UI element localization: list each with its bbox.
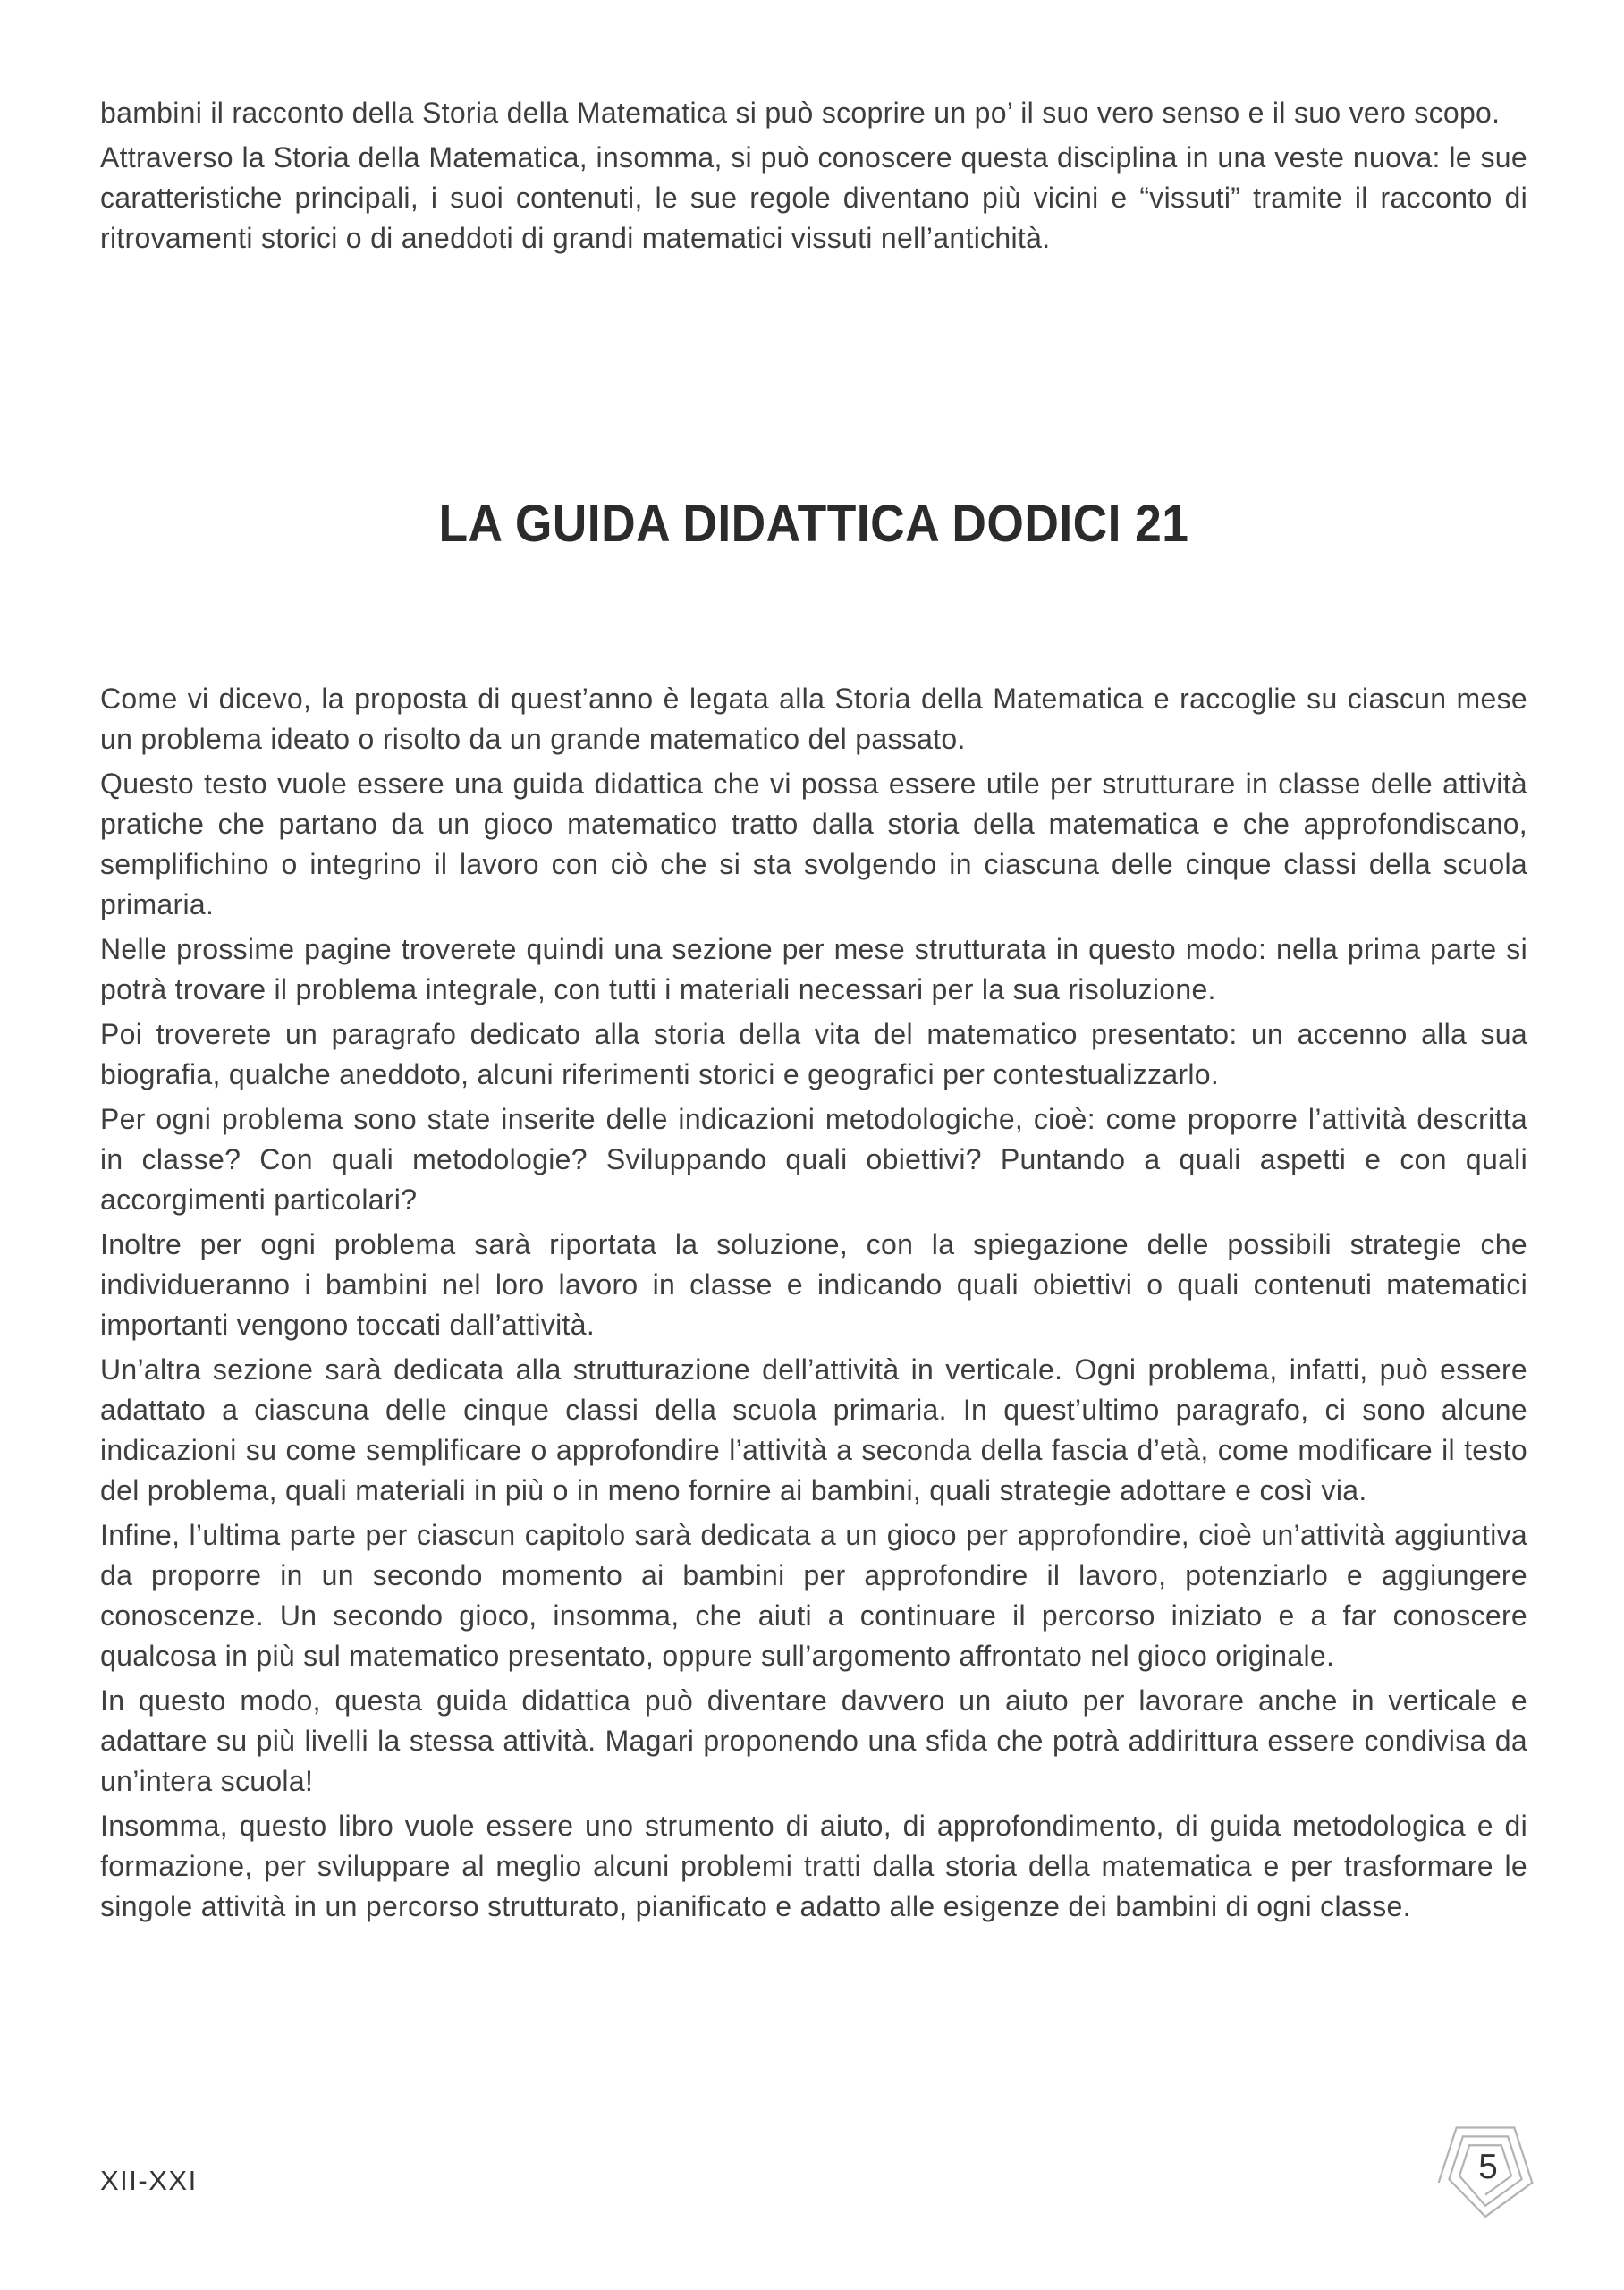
paragraph: Come vi dicevo, la proposta di quest’anno è legata alla Storia della Matematica e raccoglie su ciascun mese un problema ideato o risolto da un grande matematico del passato. — [100, 683, 1527, 755]
paragraph: In questo modo, questa guida didattica può diventare davvero un aiuto per lavorare anche in verticale e adattare su più livelli la stessa attività. Magari proponendo una sfida che potrà addirittura essere condivisa da un’intera scuola! — [100, 1684, 1527, 1797]
body-text-block — [100, 679, 1527, 1931]
paragraph: Poi troverete un paragrafo dedicato alla storia della vita del matematico presentato: un accenno alla sua biografia, qualche aneddoto, alcuni riferimenti storici e geografici per contestualizzarlo. — [100, 1018, 1527, 1090]
paragraph: Questo testo vuole essere una guida didattica che vi possa essere utile per strutturare in classe delle attività pratiche che partano da un gioco matematico tratto dalla storia della matematica e che approfondiscano, semplifichino o integrino il lavoro con ciò che si sta svolgendo in ciascuna delle cinque classi della scuola primaria. — [100, 768, 1527, 920]
paragraph: Un’altra sezione sarà dedicata alla strutturazione dell’attività in verticale. Ogni problema, infatti, può essere adattato a ciascuna delle cinque classi della scuola primaria. In quest’ultimo paragrafo, ci sono alcune indicazioni su come semplificare o approfondire l’attività a seconda della fascia d’età, come modificare il testo del problema, quali materiali in più o in meno fornire ai bambini, quali strategie adottare e così via. — [100, 1353, 1527, 1506]
pentagon-spiral-logo — [1436, 2115, 1535, 2218]
section-title-wrap — [100, 462, 1527, 587]
paragraph: Nelle prossime pagine troverete quindi una sezione per mese strutturata in questo modo: nella prima parte si potrà trovare il problema integrale, con tutti i materiali necessari per la sua risoluzione. — [100, 933, 1527, 1005]
folio-roman-numerals: XII-XXI — [100, 2165, 198, 2196]
paragraph: Inoltre per ogni problema sarà riportata la soluzione, con la spiegazione delle possibili strategie che individueranno i bambini nel loro lavoro in classe e indicando quali obiettivi o quali contenuti matematici importanti vengono toccati dall’attività. — [100, 1228, 1527, 1341]
paragraph: bambini il racconto della Storia della Matematica si può scoprire un po’ il suo vero senso e il suo vero scopo. — [100, 97, 1501, 129]
intro-text-block — [100, 93, 1527, 263]
page-title: LA GUIDA DIDATTICA DODICI 21 — [438, 494, 1189, 553]
paragraph: Infine, l’ultima parte per ciascun capitolo sarà dedicata a un gioco per approfondire, cioè un’attività aggiuntiva da proporre in un secondo momento ai bambini per approfondire il lavoro, potenziarlo e aggiungere conoscenze. Un secondo gioco, insomma, che aiuti a continuare il percorso iniziato e a far conoscere qualcosa in più sul matematico presentato, oppure sull’argomento affrontato nel gioco originale. — [100, 1519, 1527, 1672]
page-number: 5 — [1478, 2148, 1498, 2187]
paragraph: Insomma, questo libro vuole essere uno strumento di aiuto, di approfondimento, di guida metodologica e di formazione, per sviluppare al meglio alcuni problemi tratti dalla storia della matematica e per trasformare le singole attività in un percorso strutturato, pianificato e adatto alle esigenze dei bambini di ogni classe. — [100, 1810, 1527, 1922]
paragraph: Attraverso la Storia della Matematica, insomma, si può conoscere questa disciplina in una veste nuova: le sue caratteristiche principali, i suoi contenuti, le sue regole diventano più vicini e “vissuti” tramite il racconto di ritrovamenti storici o di aneddoti di grandi matematici vissuti nell’antichità. — [100, 141, 1527, 254]
paragraph: Per ogni problema sono state inserite delle indicazioni metodologiche, cioè: come proporre l’attività descritta in classe? Con quali metodologie? Sviluppando quali obiettivi? Puntando a quali aspetti e con quali accorgimenti particolari? — [100, 1103, 1527, 1216]
